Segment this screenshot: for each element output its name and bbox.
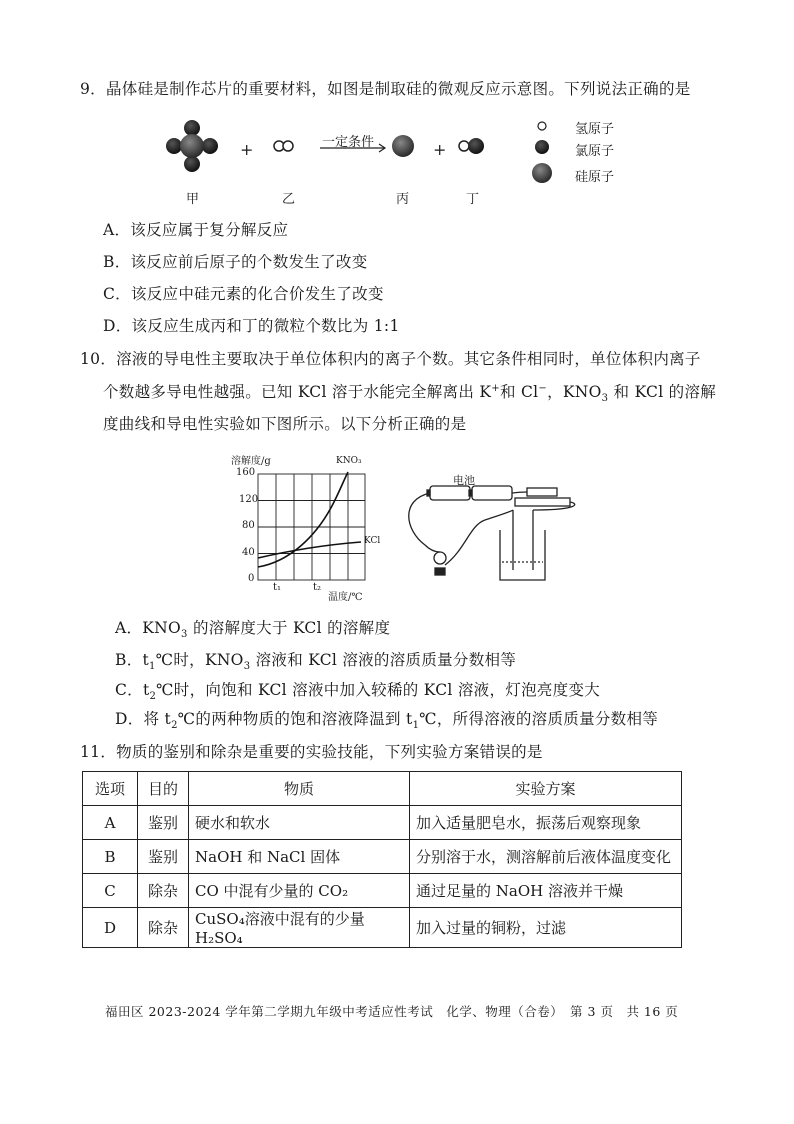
q10-line2-c: ，KNO [547, 383, 602, 401]
chart-series-kcl: KCl [364, 536, 381, 546]
q10-option-b: B．$t_1℃$时，$KNO_3$ 溶液和 KCl 溶液的溶质质量分数相等 [115, 651, 517, 673]
switch-lever [527, 488, 557, 496]
ytick-160: 160 [236, 467, 256, 478]
beaker [500, 530, 545, 580]
q10-stem-line1-text: 溶液的导电性主要取决于单位体积内的离子个数。其它条件相同时，单位体积内离子 [116, 350, 701, 368]
legend-hydrogen: 氢原子 [575, 122, 615, 137]
ytick-0: 0 [248, 573, 255, 584]
table-row: D 除杂 CuSO₄溶液中混有的少量 H₂SO₄ 加入过量的铜粉，过滤 [83, 908, 682, 948]
q10-stem-line3: 度曲线和导电性实验如下图所示。以下分析正确的是 [103, 415, 467, 433]
q10-line2-sup1: + [491, 382, 500, 394]
conductivity-apparatus [405, 470, 590, 585]
molecule-ding [459, 138, 484, 154]
header-option: 选项 [83, 772, 138, 806]
light-bulb [434, 552, 446, 564]
table-row: A 鉴别 硬水和软水 加入适量肥皂水，振荡后观察现象 [83, 806, 682, 840]
label-ding: 丁 [466, 192, 480, 207]
ytick-40: 40 [242, 547, 255, 558]
q11-number: 11． [80, 743, 117, 761]
battery-2 [472, 486, 512, 500]
header-plan: 实验方案 [410, 772, 682, 806]
xtick-t1: t₁ [273, 582, 282, 593]
q10-option-a: A．$KNO_3$ 的溶解度大于 KCl 的溶解度 [115, 619, 391, 641]
q10-line2-sub: 3 [601, 393, 609, 405]
q10-stem-line1 [80, 347, 701, 369]
battery-label: 电池 [453, 474, 475, 487]
chart-xlabel: 温度/℃ [328, 592, 363, 603]
header-purpose: 目的 [138, 772, 189, 806]
q10-line2-b: 和 Cl [499, 383, 539, 401]
plus-2: + [433, 140, 447, 159]
legend-silicon: 硅原子 [575, 170, 615, 185]
q10-option-d: D．将 $t_2℃$的两种物质的饱和溶液降温到 $t_1℃$，所得溶液的溶质质量分数相等 [115, 710, 659, 732]
battery-1 [430, 486, 470, 500]
q10-stem-line2 [103, 380, 716, 404]
q9-stem-text: 晶体硅是制作芯片的重要材料，如图是制取硅的微观反应示意图。下列说法正确的是 [105, 80, 691, 98]
q11-table [82, 771, 682, 948]
plus-1: + [240, 140, 254, 159]
atom-legend-icons [530, 118, 560, 188]
reaction-condition: 一定条件 [322, 135, 375, 150]
label-jia: 甲 [186, 192, 200, 207]
ytick-80: 80 [242, 520, 255, 531]
table-row: B 鉴别 NaOH 和 NaCl 固体 分别溶于水，测溶解前后液体温度变化 [83, 840, 682, 874]
q9-option-a: A．该反应属于复分解反应 [103, 221, 289, 239]
q10-option-c: C．$t_2℃$时，向饱和 KCl 溶液中加入较稀的 KCl 溶液，灯泡亮度变大 [115, 681, 601, 703]
header-substance: 物质 [189, 772, 410, 806]
legend-chlorine: 氯原子 [575, 144, 615, 159]
q10-line2-d: 和 KCl 的溶解 [608, 383, 717, 401]
chart-ylabel: 溶解度/g [231, 456, 271, 467]
molecule-bing [392, 135, 414, 157]
q9-option-d: D．该反应生成丙和丁的微粒个数比为 1:1 [103, 317, 400, 335]
ytick-120: 120 [239, 494, 259, 505]
q11-stem-text: 物质的鉴别和除杂是重要的实验技能，下列实验方案错误的是 [116, 743, 543, 761]
q10-line2-a: 个数越多导电性越强。已知 KCl 溶于水能完全解离出 K [103, 383, 492, 401]
q9-stem [80, 77, 691, 99]
q9-number: 9． [80, 80, 106, 98]
q9-option-b: B．该反应前后原子的个数发生了改变 [103, 253, 368, 271]
q11-stem [80, 740, 543, 762]
molecule-yi [274, 141, 293, 151]
table-header-row [83, 772, 682, 806]
q10-number: 10． [80, 350, 117, 368]
q9-option-c: C．该反应中硅元素的化合价发生了改变 [103, 285, 384, 303]
xtick-t2: t₂ [313, 582, 322, 593]
kno3-curve [258, 472, 348, 567]
molecule-jia [166, 120, 218, 172]
chart-series-kno3: KNO₃ [336, 456, 362, 466]
label-yi: 乙 [282, 192, 296, 207]
page-footer: 福田区 2023-2024 学年第二学期九年级中考适应性考试 化学、物理（合卷） 第 3 页 共 16 页 [105, 1004, 679, 1019]
label-bing: 丙 [396, 192, 410, 207]
kcl-curve [258, 542, 361, 558]
table-row: C 除杂 CO 中混有少量的 CO₂ 通过足量的 NaOH 溶液并干燥 [83, 874, 682, 908]
switch-base [515, 498, 570, 506]
q10-line2-sup2: − [538, 382, 548, 394]
